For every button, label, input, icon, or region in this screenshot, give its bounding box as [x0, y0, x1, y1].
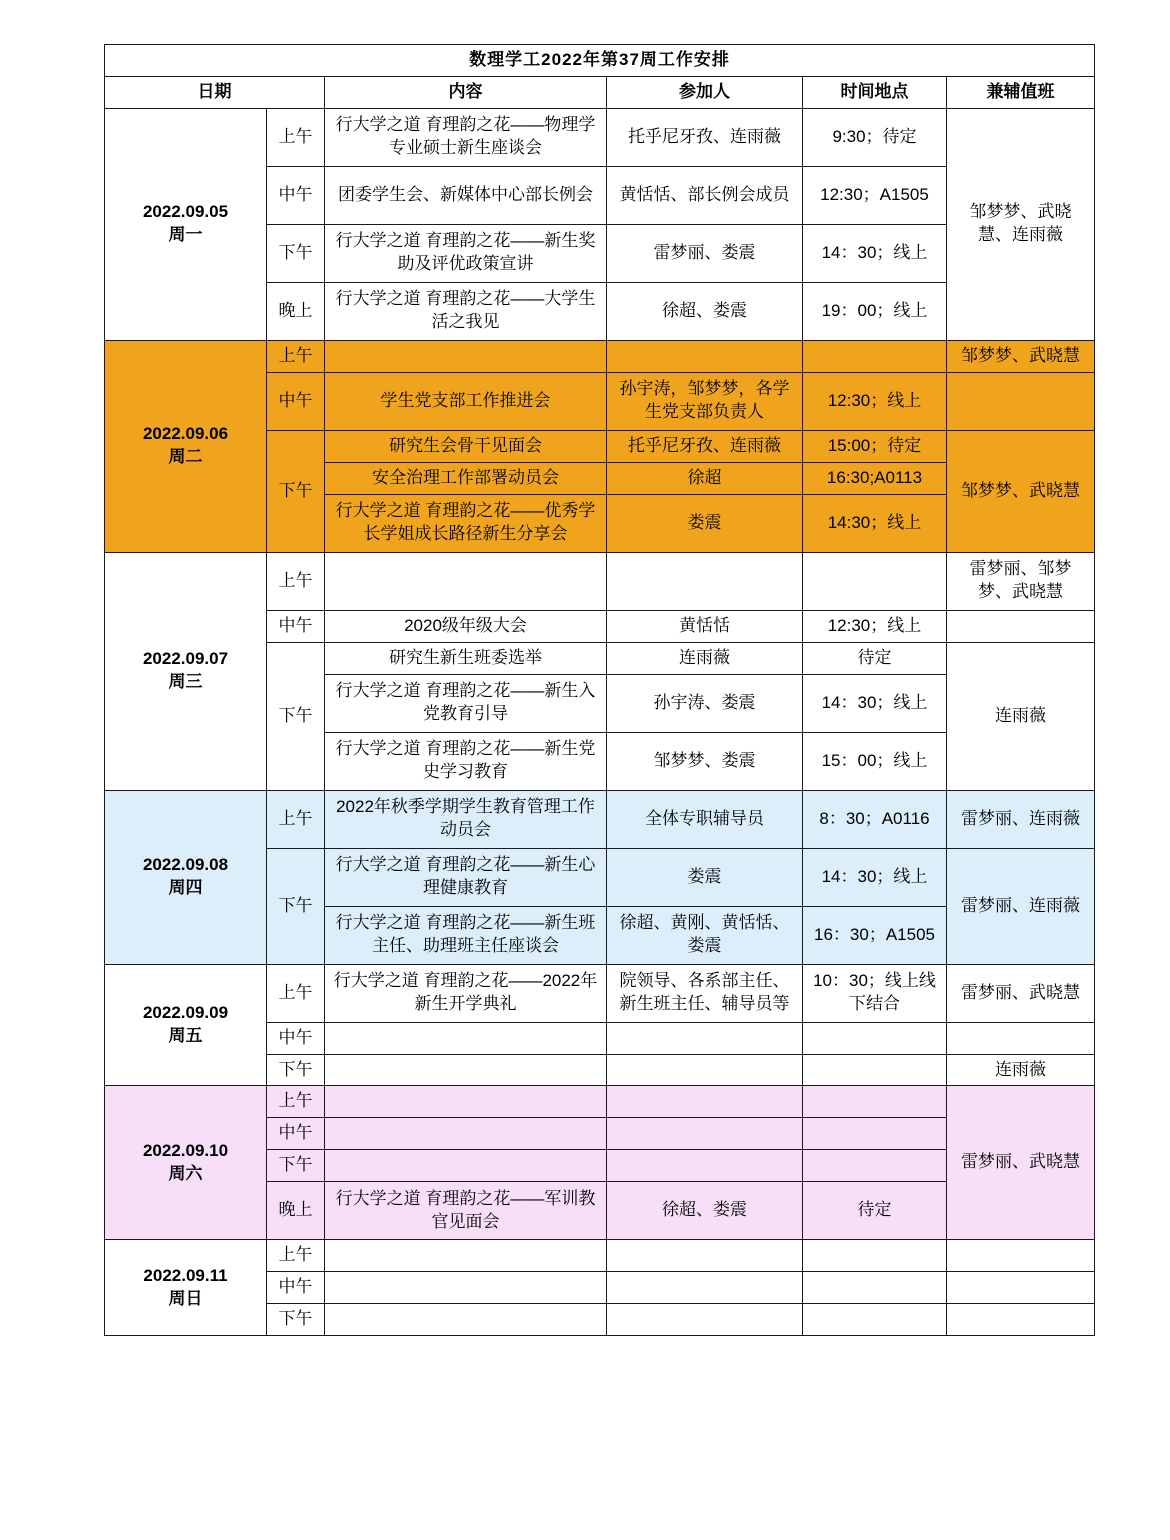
time-cell: 12:30；线上	[803, 372, 947, 430]
date-cell-0	[105, 108, 267, 340]
time-cell	[803, 552, 947, 610]
time-cell: 待定	[803, 642, 947, 674]
duty-cell: 雷梦丽、邹梦梦、武晓慧	[947, 552, 1095, 610]
time-cell	[803, 1240, 947, 1272]
weekday-text: 周六	[168, 1163, 203, 1183]
people-cell	[607, 340, 803, 372]
duty-cell	[947, 610, 1095, 642]
people-cell: 徐超、娄震	[607, 1182, 803, 1240]
col-header-content: 内容	[325, 76, 607, 108]
time-cell	[803, 1272, 947, 1304]
people-cell	[607, 552, 803, 610]
time-cell: 16：30；A1505	[803, 906, 947, 964]
date-text: 2022.09.06	[142, 424, 229, 444]
date-text: 2022.09.11	[143, 1265, 228, 1285]
content-cell: 2020级年级大会	[325, 610, 607, 642]
table-row	[105, 340, 1095, 372]
date-text: 2022.09.10	[142, 1140, 229, 1160]
time-cell: 10：30；线上线下结合	[803, 964, 947, 1022]
time-cell: 14：30；线上	[803, 848, 947, 906]
people-cell: 雷梦丽、娄震	[607, 224, 803, 282]
people-cell	[607, 1150, 803, 1182]
slot-cell: 下午	[267, 430, 325, 552]
duty-cell	[947, 1022, 1095, 1054]
people-cell: 黄恬恬	[607, 610, 803, 642]
col-header-date: 日期	[105, 76, 325, 108]
content-cell: 行大学之道 育理韵之花——优秀学长学姐成长路径新生分享会	[325, 494, 607, 552]
duty-cell	[947, 1304, 1095, 1336]
people-cell: 娄震	[607, 848, 803, 906]
slot-cell: 上午	[267, 1086, 325, 1118]
date-text: 2022.09.07	[142, 649, 229, 669]
content-cell	[325, 1272, 607, 1304]
duty-cell: 雷梦丽、连雨薇	[947, 848, 1095, 964]
content-cell	[325, 1022, 607, 1054]
weekday-text: 周日	[168, 1288, 203, 1308]
people-cell	[607, 1022, 803, 1054]
content-cell: 研究生会骨干见面会	[325, 430, 607, 462]
duty-cell: 连雨薇	[947, 642, 1095, 790]
content-cell	[325, 340, 607, 372]
date-cell-4	[105, 964, 267, 1086]
weekday-text: 周三	[168, 672, 203, 692]
content-cell: 行大学之道 育理韵之花——新生心理健康教育	[325, 848, 607, 906]
weekday-text: 周四	[168, 878, 203, 898]
people-cell: 徐超	[607, 462, 803, 494]
slot-cell: 晚上	[267, 282, 325, 340]
content-cell: 2022年秋季学期学生教育管理工作动员会	[325, 790, 607, 848]
duty-cell: 雷梦丽、连雨薇	[947, 790, 1095, 848]
duty-cell	[947, 372, 1095, 430]
people-cell: 孙宇涛、娄震	[607, 674, 803, 732]
content-cell: 研究生新生班委选举	[325, 642, 607, 674]
date-cell-1	[105, 340, 267, 552]
time-cell	[803, 1086, 947, 1118]
slot-cell: 上午	[267, 964, 325, 1022]
col-header-time: 时间地点	[803, 76, 947, 108]
slot-cell: 中午	[267, 166, 325, 224]
duty-cell	[947, 1240, 1095, 1272]
table-row	[105, 964, 1095, 1022]
duty-cell	[947, 1272, 1095, 1304]
time-cell: 14：30；线上	[803, 674, 947, 732]
people-cell: 孙宇涛，邹梦梦，各学生党支部负责人	[607, 372, 803, 430]
time-cell: 待定	[803, 1182, 947, 1240]
people-cell	[607, 1240, 803, 1272]
people-cell	[607, 1054, 803, 1086]
duty-cell: 雷梦丽、武晓慧	[947, 1086, 1095, 1240]
people-cell	[607, 1304, 803, 1336]
date-text: 2022.09.09	[142, 1003, 229, 1023]
title-row	[105, 45, 1095, 77]
people-cell: 连雨薇	[607, 642, 803, 674]
people-cell	[607, 1086, 803, 1118]
people-cell: 娄震	[607, 494, 803, 552]
time-cell	[803, 1118, 947, 1150]
content-cell	[325, 1240, 607, 1272]
col-header-people: 参加人	[607, 76, 803, 108]
content-cell: 行大学之道 育理韵之花——2022年新生开学典礼	[325, 964, 607, 1022]
table-row	[105, 1240, 1095, 1272]
people-cell: 全体专职辅导员	[607, 790, 803, 848]
slot-cell: 中午	[267, 1118, 325, 1150]
slot-cell: 中午	[267, 610, 325, 642]
content-cell: 行大学之道 育理韵之花——新生党史学习教育	[325, 732, 607, 790]
slot-cell: 下午	[267, 224, 325, 282]
content-cell	[325, 1086, 607, 1118]
weekday-text: 周一	[168, 225, 203, 245]
content-cell: 行大学之道 育理韵之花——大学生活之我见	[325, 282, 607, 340]
time-cell	[803, 340, 947, 372]
time-cell	[803, 1150, 947, 1182]
page-title: 数理学工2022年第37周工作安排	[105, 45, 1095, 77]
time-cell: 15：00；线上	[803, 732, 947, 790]
table-row	[105, 108, 1095, 166]
slot-cell: 上午	[267, 340, 325, 372]
slot-cell: 下午	[267, 1054, 325, 1086]
content-cell	[325, 1054, 607, 1086]
date-cell-5	[105, 1086, 267, 1240]
slot-cell: 晚上	[267, 1182, 325, 1240]
time-cell: 14:30；线上	[803, 494, 947, 552]
date-text: 2022.09.08	[142, 855, 229, 875]
time-cell: 9:30；待定	[803, 108, 947, 166]
slot-cell: 上午	[267, 790, 325, 848]
content-cell: 行大学之道 育理韵之花——新生奖助及评优政策宣讲	[325, 224, 607, 282]
content-cell	[325, 1118, 607, 1150]
time-cell: 12:30；线上	[803, 610, 947, 642]
people-cell: 院领导、各系部主任、新生班主任、辅导员等	[607, 964, 803, 1022]
content-cell	[325, 552, 607, 610]
time-cell	[803, 1304, 947, 1336]
time-cell: 15:00；待定	[803, 430, 947, 462]
people-cell: 托乎尼牙孜、连雨薇	[607, 430, 803, 462]
duty-cell: 邹梦梦、武晓慧	[947, 340, 1095, 372]
slot-cell: 中午	[267, 372, 325, 430]
content-cell: 安全治理工作部署动员会	[325, 462, 607, 494]
duty-cell: 连雨薇	[947, 1054, 1095, 1086]
slot-cell: 上午	[267, 552, 325, 610]
slot-cell: 上午	[267, 108, 325, 166]
duty-cell: 邹梦梦、武晓慧	[947, 430, 1095, 552]
table-row	[105, 1086, 1095, 1118]
people-cell: 徐超、黄刚、黄恬恬、娄震	[607, 906, 803, 964]
slot-cell: 下午	[267, 642, 325, 790]
people-cell: 黄恬恬、部长例会成员	[607, 166, 803, 224]
date-cell-6	[105, 1240, 267, 1336]
slot-cell: 中午	[267, 1272, 325, 1304]
slot-cell: 上午	[267, 1240, 325, 1272]
content-cell: 团委学生会、新媒体中心部长例会	[325, 166, 607, 224]
duty-cell: 邹梦梦、武晓慧、连雨薇	[947, 108, 1095, 340]
time-cell: 19：00；线上	[803, 282, 947, 340]
people-cell: 徐超、娄震	[607, 282, 803, 340]
date-text: 2022.09.05	[142, 202, 229, 222]
time-cell	[803, 1022, 947, 1054]
time-cell	[803, 1054, 947, 1086]
duty-cell: 雷梦丽、武晓慧	[947, 964, 1095, 1022]
time-cell: 8：30；A0116	[803, 790, 947, 848]
people-cell: 托乎尼牙孜、连雨薇	[607, 108, 803, 166]
content-cell: 学生党支部工作推进会	[325, 372, 607, 430]
table-row	[105, 552, 1095, 610]
col-header-duty: 兼辅值班	[947, 76, 1095, 108]
time-cell: 16:30;A0113	[803, 462, 947, 494]
content-cell	[325, 1304, 607, 1336]
weekday-text: 周五	[168, 1026, 203, 1045]
content-cell: 行大学之道 育理韵之花——军训教官见面会	[325, 1182, 607, 1240]
people-cell	[607, 1118, 803, 1150]
content-cell: 行大学之道 育理韵之花——新生班主任、助理班主任座谈会	[325, 906, 607, 964]
slot-cell: 下午	[267, 848, 325, 964]
time-cell: 14：30；线上	[803, 224, 947, 282]
header-row	[105, 76, 1095, 108]
date-cell-3	[105, 790, 267, 964]
slot-cell: 中午	[267, 1022, 325, 1054]
date-cell-2	[105, 552, 267, 790]
people-cell: 邹梦梦、娄震	[607, 732, 803, 790]
content-cell	[325, 1150, 607, 1182]
weekly-schedule-table	[104, 44, 1095, 1336]
content-cell: 行大学之道 育理韵之花——物理学专业硕士新生座谈会	[325, 108, 607, 166]
people-cell	[607, 1272, 803, 1304]
slot-cell: 下午	[267, 1304, 325, 1336]
time-cell: 12:30；A1505	[803, 166, 947, 224]
table-row	[105, 790, 1095, 848]
content-cell: 行大学之道 育理韵之花——新生入党教育引导	[325, 674, 607, 732]
weekday-text: 周二	[168, 447, 203, 467]
slot-cell: 下午	[267, 1150, 325, 1182]
